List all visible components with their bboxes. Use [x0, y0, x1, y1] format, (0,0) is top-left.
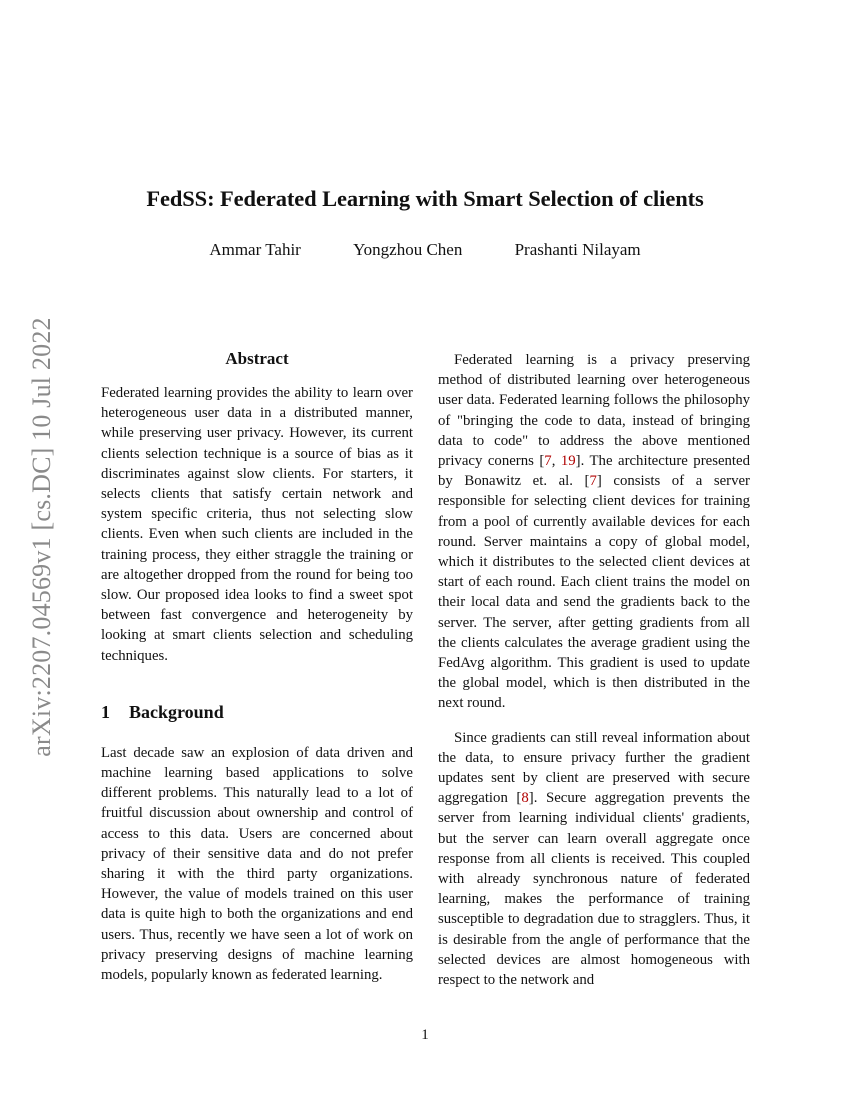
abstract-text: Federated learning provides the ability to learn over heterogeneous user data in a distributed manner, while preserving user privacy. However, its current clients selection technique is a source of bias as it discriminates against slow clients. For starters, it selects clients that satisfy certain network and system specific criteria, thus not selecting slow clients. Even when such clients are included in the training process, they either straggle the training or are altogether dropped from the round for being too slow. Our proposed idea looks to find a sweet spot between fast convergence and heterogeneity by looking at smart clients selection and scheduling techniques. — [101, 385, 413, 664]
citation-link[interactable]: 7 — [544, 453, 552, 470]
citation-link[interactable]: 7 — [589, 473, 597, 490]
right-column — [438, 350, 750, 990]
arxiv-sidebar — [22, 302, 62, 772]
author-name: Ammar Tahir — [209, 240, 301, 259]
body-paragraph: Last decade saw an explosion of data driven and machine learning based applications to solve different problems. This naturally lead to a lot of fruitful discussion about ownership and control of access to this data. Users are concerned about privacy of their sensitive data and do not prefer sharing it with the third party organizations. However, the value of models trained on this user data is quite high to both the organizations and end users. Thus, recently we have seen a lot of work on privacy preserving designs of machine learning models, popularly known as federated learning. — [101, 744, 413, 984]
author-name: Yongzhou Chen — [353, 240, 463, 259]
body-paragraph: Since gradients can still reveal information about the data, to ensure privacy further the gradient updates sent by client are preserved with secure aggregation [8]. Secure aggregation prevents the server from learning individual clients' gradients, but the server can learn overall aggregate once response from all clients is received. This coupled with already synchronous nature of federated learning, makes the performance of training susceptible to degradation due to stragglers. Thus, it is desirable from the angle of performance that the selected devices are almost homogeneous with respect to the network and — [438, 729, 750, 989]
section-title: Background — [129, 701, 224, 722]
paper-title: FedSS: Federated Learning with Smart Selection of clients — [146, 186, 704, 211]
body-paragraph: Federated learning is a privacy preserving method of distributed learning over heterogeneous user data. Federated learning follows the philosophy of "bringing the code to data, instead of bringing data to code" to address the above mentioned privacy conerns [7, 19]. The architecture presented by Bonawitz et. al. [7] consists of a server responsible for selecting client devices for training from a pool of currently available devices for each round. Server maintains a copy of global model, which it distributes to the selected client devices at start of each round. Each client trains the model on their local data and send the gradients back to the server. The server, after getting gradients from all the clients calculates the average gradient using the FedAvg algorithm. This gradient is used to update the global model, which is then distributed in the next round. — [438, 352, 750, 712]
author-name: Prashanti Nilayam — [514, 240, 641, 259]
section-heading — [101, 700, 413, 724]
citation-link[interactable]: 8 — [521, 790, 529, 807]
author-list — [0, 240, 850, 260]
abstract-heading: Abstract — [225, 349, 289, 368]
citation-link[interactable]: 19 — [560, 453, 576, 470]
arxiv-identifier: arXiv:2207.04569v1 [cs.DC] 10 Jul 2022 — [27, 317, 56, 757]
page-number: 1 — [421, 1027, 429, 1043]
left-column — [101, 348, 413, 985]
section-number: 1 — [101, 701, 110, 722]
